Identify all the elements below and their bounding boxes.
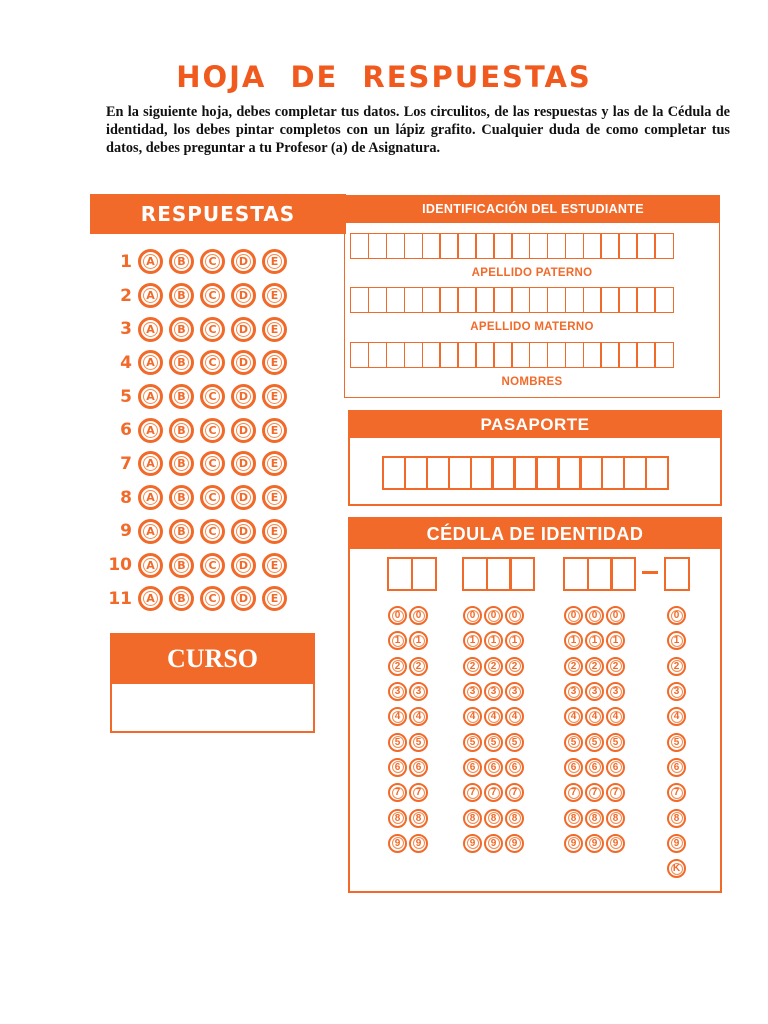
answer-bubble-e[interactable]: E: [262, 586, 287, 611]
letter-box[interactable]: [654, 342, 673, 368]
answer-bubble-d[interactable]: D: [231, 350, 256, 375]
letter-box[interactable]: [565, 342, 584, 368]
digit-bubble-2[interactable]: 2: [606, 657, 625, 676]
digit-bubble-1[interactable]: 1: [606, 631, 625, 650]
letter-box[interactable]: [439, 287, 458, 313]
answer-bubble-a[interactable]: A: [138, 451, 163, 476]
digit-bubble-6[interactable]: 6: [484, 758, 503, 777]
digit-bubble-4[interactable]: 4: [505, 707, 524, 726]
digit-bubble-7[interactable]: 7: [564, 783, 583, 802]
letter-box[interactable]: [535, 456, 559, 490]
answer-bubble-e[interactable]: E: [262, 249, 287, 274]
apellido-paterno-label: APELLIDO PATERNO: [471, 267, 593, 279]
digit-bubble-2[interactable]: 2: [484, 657, 503, 676]
letter-box[interactable]: [368, 233, 387, 259]
digit-bubble-6[interactable]: 6: [667, 758, 686, 777]
pasaporte-boxes[interactable]: [382, 456, 667, 490]
digit-bubble-7[interactable]: 7: [585, 783, 604, 802]
digit-bubble-1[interactable]: 1: [667, 631, 686, 650]
digit-bubble-7[interactable]: 7: [463, 783, 482, 802]
letter-box[interactable]: [387, 557, 413, 591]
letter-box[interactable]: [439, 342, 458, 368]
letter-box[interactable]: [563, 557, 589, 591]
digit-bubble-2[interactable]: 2: [585, 657, 604, 676]
digit-bubble-4[interactable]: 4: [564, 707, 583, 726]
letter-box[interactable]: [557, 456, 581, 490]
cedula-boxes-group-3[interactable]: [563, 557, 634, 591]
answer-bubble-d[interactable]: D: [231, 317, 256, 342]
digit-bubble-4[interactable]: 4: [667, 707, 686, 726]
answer-bubble-c[interactable]: C: [200, 350, 225, 375]
letter-box[interactable]: [579, 456, 603, 490]
letter-box[interactable]: [368, 287, 387, 313]
curso-header: CURSO: [111, 634, 314, 684]
answer-bubble-c[interactable]: C: [200, 519, 225, 544]
digit-bubble-8[interactable]: 8: [585, 809, 604, 828]
letter-box[interactable]: [368, 342, 387, 368]
answer-bubble-d[interactable]: D: [231, 283, 256, 308]
letter-box[interactable]: [654, 233, 673, 259]
respuestas-header: RESPUESTAS: [90, 194, 346, 234]
digit-bubble-7[interactable]: 7: [667, 783, 686, 802]
letter-box[interactable]: [457, 342, 476, 368]
letter-box[interactable]: [422, 233, 441, 259]
digit-column: [463, 603, 526, 856]
question-number: 6: [120, 420, 132, 441]
apellido-materno-label: APELLIDO MATERNO: [470, 321, 594, 333]
page-title: HOJA DE RESPUESTAS: [176, 60, 592, 94]
answer-bubble-e[interactable]: E: [262, 451, 287, 476]
answer-bubble-e[interactable]: E: [262, 519, 287, 544]
letter-box[interactable]: [386, 287, 405, 313]
digit-bubble-1[interactable]: 1: [564, 631, 583, 650]
letter-box[interactable]: [636, 342, 655, 368]
nombres-boxes[interactable]: [350, 342, 672, 368]
letter-box[interactable]: [411, 557, 437, 591]
question-number: 3: [120, 319, 132, 340]
letter-box[interactable]: [618, 287, 637, 313]
digit-bubble-0[interactable]: 0: [388, 606, 407, 625]
cedula-dash: [642, 571, 658, 574]
digit-bubble-9[interactable]: 9: [409, 834, 428, 853]
digit-bubble-6[interactable]: 6: [606, 758, 625, 777]
letter-box[interactable]: [457, 287, 476, 313]
letter-box[interactable]: [350, 287, 369, 313]
letter-box[interactable]: [486, 557, 512, 591]
digit-bubble-3[interactable]: 3: [463, 682, 482, 701]
digit-bubble-3[interactable]: 3: [484, 682, 503, 701]
digit-bubble-4[interactable]: 4: [463, 707, 482, 726]
answer-bubble-c[interactable]: C: [200, 553, 225, 578]
digit-bubble-4[interactable]: 4: [606, 707, 625, 726]
letter-box[interactable]: [513, 456, 537, 490]
letter-box[interactable]: [529, 233, 548, 259]
letter-box[interactable]: [404, 342, 423, 368]
answer-row: [108, 312, 293, 346]
digit-bubble-1[interactable]: 1: [484, 631, 503, 650]
digit-bubble-2[interactable]: 2: [564, 657, 583, 676]
answer-row: [108, 582, 293, 616]
answer-bubble-a[interactable]: A: [138, 553, 163, 578]
letter-box[interactable]: [636, 233, 655, 259]
cedula-boxes-group-2[interactable]: [462, 557, 533, 591]
digit-bubble-0[interactable]: 0: [505, 606, 524, 625]
digit-bubble-0[interactable]: 0: [484, 606, 503, 625]
letter-box[interactable]: [439, 233, 458, 259]
digit-bubble-0[interactable]: 0: [585, 606, 604, 625]
digit-bubble-0[interactable]: 0: [564, 606, 583, 625]
digit-bubble-1[interactable]: 1: [388, 631, 407, 650]
digit-bubble-8[interactable]: 8: [667, 809, 686, 828]
question-number: 9: [120, 521, 132, 542]
digit-bubble-3[interactable]: 3: [564, 682, 583, 701]
digit-bubble-k[interactable]: K: [667, 859, 686, 878]
answer-bubble-a[interactable]: A: [138, 249, 163, 274]
digit-bubble-0[interactable]: 0: [409, 606, 428, 625]
letter-box[interactable]: [475, 233, 494, 259]
digit-bubble-6[interactable]: 6: [505, 758, 524, 777]
answer-bubble-a[interactable]: A: [138, 418, 163, 443]
digit-bubble-1[interactable]: 1: [585, 631, 604, 650]
question-number: 2: [120, 285, 132, 306]
answer-bubble-d[interactable]: D: [231, 451, 256, 476]
digit-bubble-9[interactable]: 9: [564, 834, 583, 853]
answer-row: [108, 447, 293, 481]
digit-bubble-9[interactable]: 9: [388, 834, 407, 853]
letter-box[interactable]: [587, 557, 613, 591]
digit-bubble-7[interactable]: 7: [388, 783, 407, 802]
answer-bubble-b[interactable]: B: [169, 586, 194, 611]
letter-box[interactable]: [475, 342, 494, 368]
digit-column: [388, 603, 430, 856]
letter-box[interactable]: [511, 233, 530, 259]
letter-box[interactable]: [618, 342, 637, 368]
letter-box[interactable]: [547, 287, 566, 313]
answer-bubble-e[interactable]: E: [262, 485, 287, 510]
question-number: 8: [120, 487, 132, 508]
letter-box[interactable]: [600, 233, 619, 259]
cedula-check-digit-box[interactable]: [664, 557, 688, 591]
letter-box[interactable]: [386, 342, 405, 368]
digit-bubble-1[interactable]: 1: [463, 631, 482, 650]
digit-column: [667, 603, 688, 881]
letter-box[interactable]: [601, 456, 625, 490]
answer-row: [108, 481, 293, 515]
letter-box[interactable]: [618, 233, 637, 259]
answer-bubble-a[interactable]: A: [138, 350, 163, 375]
letter-box[interactable]: [493, 342, 512, 368]
letter-box[interactable]: [511, 287, 530, 313]
letter-box[interactable]: [350, 233, 369, 259]
letter-box[interactable]: [565, 287, 584, 313]
digit-bubble-2[interactable]: 2: [409, 657, 428, 676]
letter-box[interactable]: [382, 456, 406, 490]
digit-bubble-5[interactable]: 5: [409, 733, 428, 752]
answer-bubble-b[interactable]: B: [169, 283, 194, 308]
digit-bubble-1[interactable]: 1: [409, 631, 428, 650]
digit-bubble-6[interactable]: 6: [585, 758, 604, 777]
digit-bubble-9[interactable]: 9: [505, 834, 524, 853]
answer-bubble-d[interactable]: D: [231, 249, 256, 274]
answer-bubble-a[interactable]: A: [138, 586, 163, 611]
digit-bubble-9[interactable]: 9: [463, 834, 482, 853]
answer-bubble-d[interactable]: D: [231, 485, 256, 510]
answer-bubble-b[interactable]: B: [169, 485, 194, 510]
digit-bubble-8[interactable]: 8: [484, 809, 503, 828]
digit-column: [564, 603, 627, 856]
answer-bubble-a[interactable]: A: [138, 283, 163, 308]
digit-bubble-7[interactable]: 7: [505, 783, 524, 802]
digit-bubble-3[interactable]: 3: [505, 682, 524, 701]
digit-bubble-3[interactable]: 3: [667, 682, 686, 701]
letter-box[interactable]: [583, 233, 602, 259]
digit-bubble-0[interactable]: 0: [606, 606, 625, 625]
cedula-header: CÉDULA DE IDENTIDAD: [350, 519, 720, 549]
letter-box[interactable]: [475, 287, 494, 313]
answer-bubble-b[interactable]: B: [169, 317, 194, 342]
digit-bubble-8[interactable]: 8: [388, 809, 407, 828]
letter-box[interactable]: [422, 287, 441, 313]
answer-bubble-a[interactable]: A: [138, 317, 163, 342]
answer-bubble-d[interactable]: D: [231, 418, 256, 443]
letter-box[interactable]: [547, 342, 566, 368]
letter-box[interactable]: [350, 342, 369, 368]
digit-bubble-5[interactable]: 5: [667, 733, 686, 752]
answer-bubble-b[interactable]: B: [169, 553, 194, 578]
digit-bubble-4[interactable]: 4: [409, 707, 428, 726]
letter-box[interactable]: [623, 456, 647, 490]
answer-row: [108, 548, 293, 582]
answer-bubble-a[interactable]: A: [138, 485, 163, 510]
answer-row: [108, 279, 293, 313]
apellido-materno-boxes[interactable]: [350, 287, 672, 313]
letter-box[interactable]: [493, 233, 512, 259]
letter-box[interactable]: [491, 456, 515, 490]
digit-bubble-0[interactable]: 0: [667, 606, 686, 625]
answer-bubble-d[interactable]: D: [231, 553, 256, 578]
digit-bubble-8[interactable]: 8: [606, 809, 625, 828]
answer-bubble-c[interactable]: C: [200, 418, 225, 443]
letter-box[interactable]: [386, 233, 405, 259]
digit-bubble-5[interactable]: 5: [484, 733, 503, 752]
answer-bubble-c[interactable]: C: [200, 317, 225, 342]
question-number: 11: [108, 588, 132, 609]
letter-box[interactable]: [636, 287, 655, 313]
letter-box[interactable]: [509, 557, 535, 591]
answer-bubble-e[interactable]: E: [262, 418, 287, 443]
digit-bubble-0[interactable]: 0: [463, 606, 482, 625]
letter-box[interactable]: [547, 233, 566, 259]
question-number: 5: [120, 386, 132, 407]
answer-bubble-b[interactable]: B: [169, 384, 194, 409]
digit-bubble-4[interactable]: 4: [484, 707, 503, 726]
answer-row: [108, 413, 293, 447]
answer-row: [108, 245, 293, 279]
cedula-boxes-group-1[interactable]: [387, 557, 434, 591]
letter-box[interactable]: [600, 342, 619, 368]
letter-box[interactable]: [529, 287, 548, 313]
pasaporte-header: PASAPORTE: [350, 412, 720, 438]
question-number: 10: [108, 555, 132, 576]
letter-box[interactable]: [448, 456, 472, 490]
nombres-label: NOMBRES: [501, 376, 563, 388]
digit-bubble-5[interactable]: 5: [585, 733, 604, 752]
digit-bubble-5[interactable]: 5: [606, 733, 625, 752]
question-number: 7: [120, 453, 132, 474]
digit-bubble-4[interactable]: 4: [585, 707, 604, 726]
letter-box[interactable]: [422, 342, 441, 368]
letter-box[interactable]: [462, 557, 488, 591]
digit-bubble-7[interactable]: 7: [484, 783, 503, 802]
answers-grid: [108, 245, 293, 616]
letter-box[interactable]: [404, 456, 428, 490]
digit-bubble-2[interactable]: 2: [505, 657, 524, 676]
letter-box[interactable]: [583, 342, 602, 368]
digit-bubble-9[interactable]: 9: [585, 834, 604, 853]
digit-bubble-9[interactable]: 9: [484, 834, 503, 853]
answer-bubble-d[interactable]: D: [231, 586, 256, 611]
digit-bubble-9[interactable]: 9: [667, 834, 686, 853]
letter-box[interactable]: [511, 342, 530, 368]
digit-bubble-8[interactable]: 8: [463, 809, 482, 828]
answer-bubble-e[interactable]: E: [262, 553, 287, 578]
answer-bubble-e[interactable]: E: [262, 317, 287, 342]
digit-bubble-2[interactable]: 2: [388, 657, 407, 676]
answer-bubble-e[interactable]: E: [262, 283, 287, 308]
answer-bubble-a[interactable]: A: [138, 519, 163, 544]
answer-row: [108, 380, 293, 414]
answer-bubble-b[interactable]: B: [169, 249, 194, 274]
digit-bubble-9[interactable]: 9: [606, 834, 625, 853]
identificacion-header: IDENTIFICACIÓN DEL ESTUDIANTE: [346, 195, 720, 223]
letter-box[interactable]: [470, 456, 494, 490]
letter-box[interactable]: [404, 287, 423, 313]
letter-box[interactable]: [565, 233, 584, 259]
answer-row: [108, 515, 293, 549]
digit-bubble-6[interactable]: 6: [463, 758, 482, 777]
digit-bubble-1[interactable]: 1: [505, 631, 524, 650]
question-number: 4: [120, 352, 132, 373]
digit-bubble-4[interactable]: 4: [388, 707, 407, 726]
digit-bubble-5[interactable]: 5: [388, 733, 407, 752]
letter-box[interactable]: [654, 287, 673, 313]
question-number: 1: [120, 251, 132, 272]
digit-bubble-3[interactable]: 3: [606, 682, 625, 701]
answer-bubble-b[interactable]: B: [169, 519, 194, 544]
digit-bubble-3[interactable]: 3: [409, 682, 428, 701]
digit-bubble-6[interactable]: 6: [409, 758, 428, 777]
digit-bubble-6[interactable]: 6: [388, 758, 407, 777]
letter-box[interactable]: [426, 456, 450, 490]
answer-row: [108, 346, 293, 380]
answer-bubble-e[interactable]: E: [262, 350, 287, 375]
digit-bubble-5[interactable]: 5: [463, 733, 482, 752]
digit-bubble-5[interactable]: 5: [564, 733, 583, 752]
answer-bubble-e[interactable]: E: [262, 384, 287, 409]
digit-bubble-2[interactable]: 2: [667, 657, 686, 676]
letter-box[interactable]: [645, 456, 669, 490]
digit-bubble-3[interactable]: 3: [388, 682, 407, 701]
letter-box[interactable]: [493, 287, 512, 313]
letter-box[interactable]: [457, 233, 476, 259]
answer-bubble-c[interactable]: C: [200, 451, 225, 476]
answer-bubble-b[interactable]: B: [169, 418, 194, 443]
digit-bubble-3[interactable]: 3: [585, 682, 604, 701]
answer-bubble-d[interactable]: D: [231, 384, 256, 409]
answer-bubble-b[interactable]: B: [169, 350, 194, 375]
letter-box[interactable]: [583, 287, 602, 313]
apellido-paterno-boxes[interactable]: [350, 233, 672, 259]
answer-bubble-c[interactable]: C: [200, 283, 225, 308]
answer-bubble-d[interactable]: D: [231, 519, 256, 544]
digit-bubble-5[interactable]: 5: [505, 733, 524, 752]
digit-bubble-8[interactable]: 8: [564, 809, 583, 828]
letter-box[interactable]: [664, 557, 690, 591]
digit-bubble-8[interactable]: 8: [505, 809, 524, 828]
letter-box[interactable]: [404, 233, 423, 259]
answer-bubble-c[interactable]: C: [200, 249, 225, 274]
answer-bubble-b[interactable]: B: [169, 451, 194, 476]
letter-box[interactable]: [600, 287, 619, 313]
answer-bubble-c[interactable]: C: [200, 586, 225, 611]
digit-bubble-7[interactable]: 7: [409, 783, 428, 802]
answer-bubble-c[interactable]: C: [200, 485, 225, 510]
digit-bubble-7[interactable]: 7: [606, 783, 625, 802]
digit-bubble-2[interactable]: 2: [463, 657, 482, 676]
instructions-paragraph: En la siguiente hoja, debes completar tus datos. Los circulitos, de las respuestas y las de la Cédula de identidad, los debes pintar completos con un lápiz grafito. Cualquier duda de como completar tus datos, debes preguntar a tu Profesor (a) de Asignatura.: [106, 104, 730, 156]
digit-bubble-8[interactable]: 8: [409, 809, 428, 828]
answer-bubble-a[interactable]: A: [138, 384, 163, 409]
digit-bubble-6[interactable]: 6: [564, 758, 583, 777]
letter-box[interactable]: [529, 342, 548, 368]
letter-box[interactable]: [610, 557, 636, 591]
answer-bubble-c[interactable]: C: [200, 384, 225, 409]
